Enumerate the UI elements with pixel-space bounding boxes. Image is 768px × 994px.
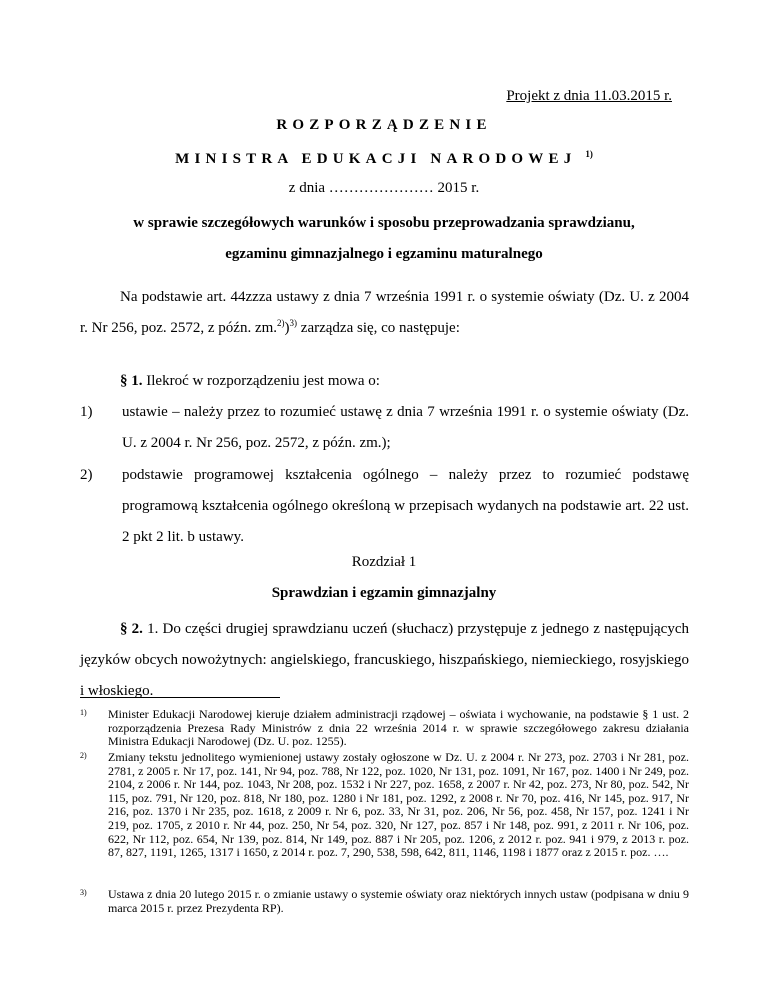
list-item-text: podstawie programowej kształcenia ogólnego – należy przez to rozumieć podstawę programową kształcenia ogólnego określoną w przepisach wydanych na podstawie art. 22 ust. 2 pkt 2 lit. b ustawy.	[122, 467, 689, 545]
footnote-mark: 3)	[80, 888, 87, 897]
section-1-label: § 1.	[120, 373, 143, 389]
regulation-subject	[80, 208, 688, 270]
list-number: 1)	[80, 404, 93, 420]
footnote-text: Minister Edukacji Narodowej kieruje działem administracji rządowej – oświata i wychowanie, na podstawie § 1 ust. 2 rozporządzenia Prezesa Rady Ministrów z dnia 22 września 2014 r. w sprawie szczegółowego zakresu działania Ministra Edukacji Narodowej (Dz. U. poz. 1255).	[108, 707, 689, 749]
definition-item-1	[80, 397, 689, 459]
footnote-text: Zmiany tekstu jednolitego wymienionej ustawy zostały ogłoszone w Dz. U. z 2004 r. Nr 273, poz. 2703 i Nr 281, poz. 2781, z 2005 r. Nr 17, poz. 141, Nr 94, poz. 788, Nr 122, poz. 1020, Nr 131, poz. 1091, Nr 167, poz. 1400 i Nr 249, poz. 2104, z 2006 r. Nr 144, poz. 1043, Nr 208, poz. 1532 i Nr 227, poz. 1658, z 2007 r. Nr 42, poz. 273, Nr 80, poz. 542, Nr 115, poz. 791, Nr 120, poz. 818, Nr 180, poz. 1280 i Nr 181, poz. 1292, z 2008 r. Nr 70, poz. 416, Nr 145, poz. 917, Nr 216, poz. 1370 i Nr 235, poz. 1618, z 2009 r. Nr 6, poz. 33, Nr 31, poz. 206, Nr 56, poz. 458, Nr 157, poz. 1241 i Nr 219, poz. 1705, z 2010 r. Nr 44, poz. 250, Nr 54, poz. 320, Nr 127, poz. 857 i Nr 148, poz. 991, z 2011 r. Nr 106, poz. 622, Nr 112, poz. 654, Nr 139, poz. 814, Nr 149, poz. 887 i Nr 205, poz. 1206, z 2012 r. poz. 941 i 979, z 2013 r. poz. 87, 827, 1191, 1265, 1317 i 1650, z 2014 r. poz. 7, 290, 538, 598, 642, 811, 1146, 1198 i 1877 oraz z 2015 r. poz. ….	[108, 750, 689, 860]
issue-date-line: z dnia ………………… 2015 r.	[288, 180, 480, 196]
section-1-intro	[80, 366, 689, 397]
footnote-separator	[80, 697, 280, 698]
list-item-text: ustawie – należy przez to rozumieć ustawę z dnia 7 września 1991 r. o systemie oświaty (Dz. U. z 2004 r. Nr 256, poz. 2572, z późn. zm.);	[122, 404, 689, 451]
legal-basis-text: Na podstawie art. 44zzza ustawy z dnia 7 września 1991 r. o systemie oświaty (Dz. U. z 2004 r. Nr 256, poz. 2572, z późn. zm.	[80, 289, 689, 336]
footnote-ref-1[interactable]: 1)	[585, 149, 593, 159]
section-2-paragraph	[80, 614, 689, 707]
footnote-3	[80, 888, 689, 915]
subject-line-2: egzaminu gimnazjalnego i egzaminu maturalnego	[225, 246, 543, 262]
chapter-title: Sprawdzian i egzamin gimnazjalny	[271, 585, 497, 601]
footnote-mark: 1)	[80, 708, 87, 717]
footnote-text: Ustawa z dnia 20 lutego 2015 r. o zmianie ustawy o systemie oświaty oraz niektórych innych ustaw (podpisana w dniu 9 marca 2015 r. przez Prezydenta RP).	[108, 887, 689, 915]
list-number: 2)	[80, 467, 93, 483]
legal-basis-bracket: )	[284, 320, 290, 336]
minister-name: MINISTRA EDUKACJI NARODOWEJ	[175, 151, 577, 167]
section-2-label: § 2.	[120, 621, 143, 637]
legal-basis-paragraph	[80, 282, 689, 344]
regulation-title: ROZPORZĄDZENIE	[276, 117, 492, 133]
subject-line-1: w sprawie szczegółowych warunków i sposobu przeprowadzania sprawdzianu,	[133, 215, 635, 231]
footnote-2	[80, 751, 689, 860]
footnote-ref-3[interactable]: 3)	[289, 318, 298, 328]
footnote-ref-2[interactable]: 2)	[277, 318, 285, 328]
footnote-1	[80, 708, 689, 749]
issuing-minister-title	[80, 149, 688, 168]
chapter-label: Rozdział 1	[351, 554, 417, 570]
section-1-intro-text: Ilekroć w rozporządzeniu jest mowa o:	[142, 373, 380, 389]
draft-date-note: Projekt z dnia 11.03.2015 r.	[506, 88, 672, 104]
legal-basis-closing: zarządza się, co następuje:	[297, 320, 460, 336]
footnote-mark: 2)	[80, 751, 87, 760]
section-2-text: 1. Do części drugiej sprawdzianu uczeń (słuchacz) przystępuje z jednego z następujących języków obcych nowożytnych: angielskiego, francuskiego, hiszpańskiego, niemieckiego, rosyjskiego i włoskiego.	[80, 621, 689, 699]
definition-item-2	[80, 460, 689, 553]
